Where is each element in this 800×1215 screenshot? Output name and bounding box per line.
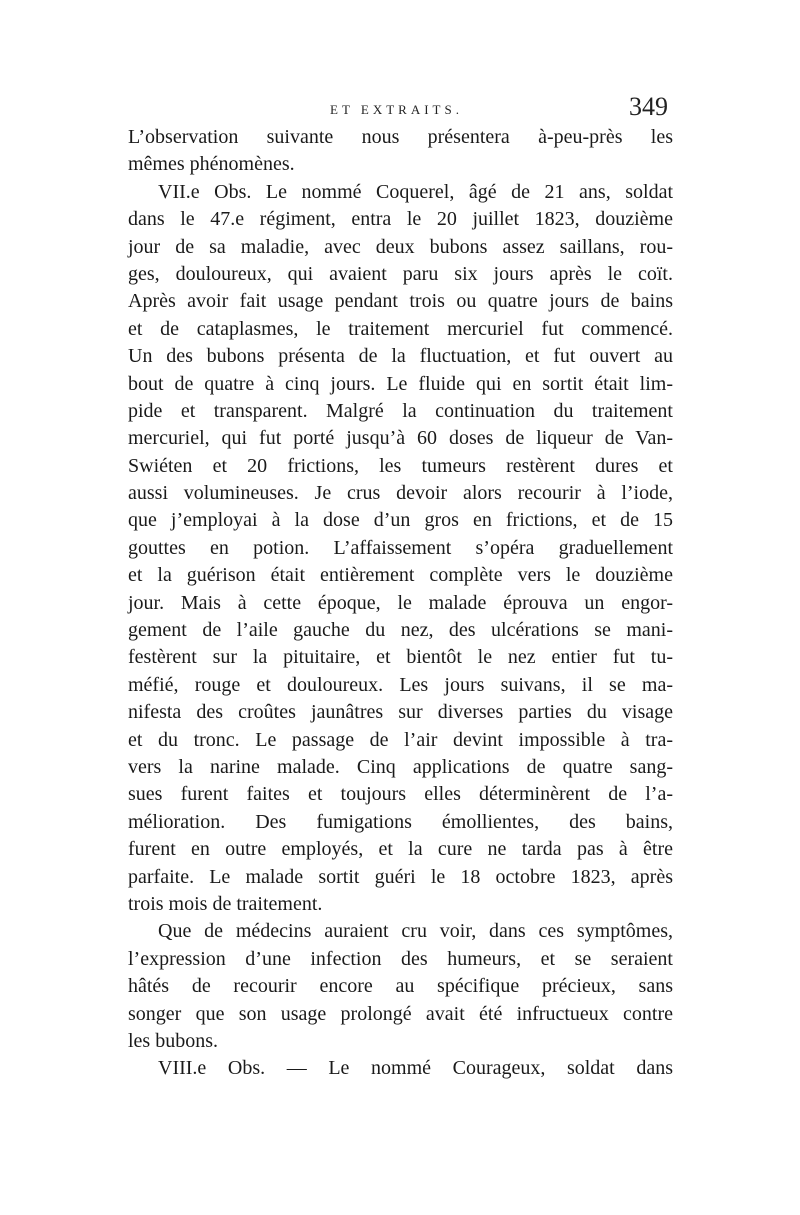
text-line: et du tronc. Le passage de l’air devint impossible à tra- [128, 728, 673, 751]
text-line: mélioration. Des fumigations émollientes, des bains, [128, 810, 673, 833]
text-line: mêmes phénomènes. [128, 153, 295, 176]
text-line: ges, douloureux, qui avaient paru six jours après le coït. [128, 262, 673, 285]
text-line: jour. Mais à cette époque, le malade éprouva un engor- [128, 591, 673, 614]
text-line: songer que son usage prolongé avait été infructueux contre [128, 1002, 673, 1025]
text-line: mercuriel, qui fut porté jusqu’à 60 doses de liqueur de Van- [128, 427, 673, 450]
text-line: VIII.e Obs. — Le nommé Courageux, soldat dans [158, 1057, 673, 1080]
text-line: gouttes en potion. L’affaissement s’opéra graduellement [128, 536, 673, 559]
text-line: gement de l’aile gauche du nez, des ulcérations se mani- [128, 619, 673, 642]
text-line: méfié, rouge et douloureux. Les jours suivans, il se ma- [128, 673, 673, 696]
text-line: et de cataplasmes, le traitement mercuriel fut commencé. [128, 317, 673, 340]
text-line: les bubons. [128, 1029, 218, 1052]
text-line: dans le 47.e régiment, entra le 20 juillet 1823, douzième [128, 208, 673, 231]
text-line: furent en outre employés, et la cure ne tarda pas à être [128, 838, 673, 861]
text-line: L’observation suivante nous présentera à-peu-près les [128, 126, 673, 148]
running-title: ET EXTRAITS. [330, 102, 463, 117]
text-line: bout de quatre à cinq jours. Le fluide qui en sortit était lim- [128, 372, 673, 395]
text-line: que j’employai à la dose d’un gros en frictions, et de 15 [128, 509, 673, 532]
body-text [128, 124, 673, 1083]
text-line: et la guérison était entièrement complète vers le douzième [128, 564, 673, 587]
text-line: trois mois de traitement. [128, 892, 323, 915]
text-line: aussi volumineuses. Je crus devoir alors recourir à l’iode, [128, 482, 673, 505]
text-line: pide et transparent. Malgré la continuation du traitement [128, 399, 673, 422]
page-number: 349 [629, 92, 668, 121]
text-line: Un des bubons présenta de la fluctuation, et fut ouvert au [128, 345, 673, 368]
text-line: Que de médecins auraient cru voir, dans ces symptômes, [158, 920, 673, 943]
text-line: l’expression d’une infection des humeurs, et se seraient [128, 947, 673, 970]
text-line: Swiéten et 20 frictions, les tumeurs restèrent dures et [128, 454, 673, 477]
text-line: Après avoir fait usage pendant trois ou quatre jours de bains [128, 290, 673, 313]
text-line: festèrent sur la pituitaire, et bientôt le nez entier fut tu- [128, 646, 673, 669]
text-line: sues furent faites et toujours elles déterminèrent de l’a- [128, 783, 673, 806]
text-line: parfaite. Le malade sortit guéri le 18 octobre 1823, après [128, 865, 673, 888]
text-line: hâtés de recourir encore au spécifique précieux, sans [128, 975, 673, 998]
text-line: vers la narine malade. Cinq applications de quatre sang- [128, 755, 673, 778]
text-line: nifesta des croûtes jaunâtres sur diverses parties du visage [128, 701, 673, 724]
text-line: VII.e Obs. Le nommé Coquerel, âgé de 21 ans, soldat [158, 180, 673, 203]
text-line: jour de sa maladie, avec deux bubons assez saillans, rou- [128, 235, 673, 258]
